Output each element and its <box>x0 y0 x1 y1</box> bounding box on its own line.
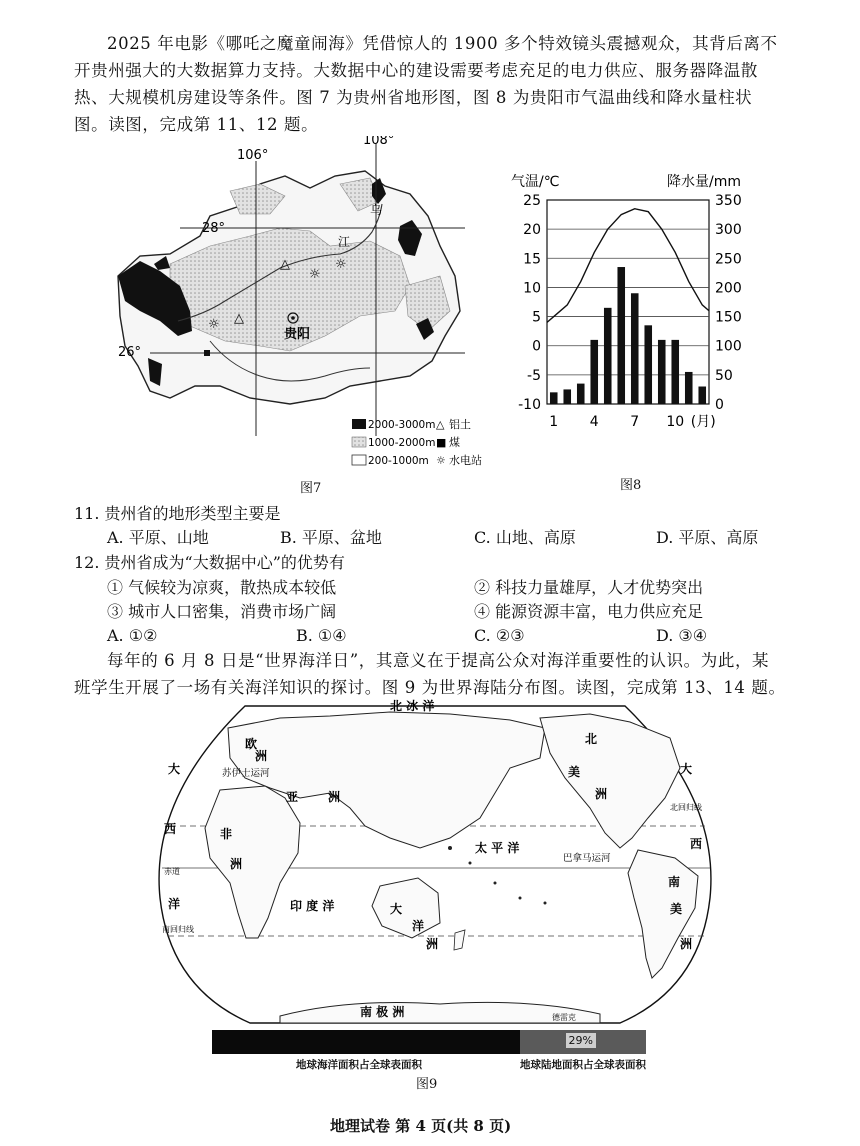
svg-text:水电站: 水电站 <box>449 454 482 467</box>
precip-tick-label: 200 <box>715 280 742 297</box>
q12-option-d: D. ③④ <box>656 626 708 645</box>
svg-text:洲: 洲 <box>680 937 693 951</box>
q11-option-b: B. 平原、盆地 <box>280 528 382 547</box>
svg-text:西: 西 <box>690 837 703 851</box>
precip-bar <box>617 267 625 404</box>
svg-text:大: 大 <box>680 762 693 776</box>
legend-low: 200-1000m <box>368 455 429 467</box>
precip-bar <box>671 340 679 404</box>
wujiang-label-1: 乌 <box>370 203 383 217</box>
precip-bar <box>658 340 666 404</box>
precip-bar <box>644 325 652 404</box>
precip-tick-label: 250 <box>715 251 742 268</box>
coal-symbol <box>204 350 210 356</box>
svg-text:洲: 洲 <box>595 787 608 801</box>
temp-tick-label: 10 <box>523 280 541 297</box>
q12-option-a: A. ①② <box>107 626 158 645</box>
temp-tick-label: 25 <box>523 193 541 209</box>
wujiang-label-2: 江 <box>338 235 351 249</box>
svg-text:大: 大 <box>390 902 403 916</box>
q11-stem: 11. 贵州省的地形类型主要是 <box>74 504 281 523</box>
page-footer: 地理试卷 第 4 页(共 8 页) <box>330 1117 512 1135</box>
tropic-cancer-label: 北回归线 <box>670 803 702 812</box>
precip-axis-title: 降水量/mm <box>667 174 741 190</box>
tropic-capricorn-label: 南回归线 <box>162 925 194 934</box>
panama-canal-label: 巴拿马运河 <box>563 853 611 864</box>
svg-text:北: 北 <box>585 732 598 746</box>
guiyang-label: 贵阳 <box>284 327 311 342</box>
lat-26-label: 26° <box>118 345 142 360</box>
q11-option-a: A. 平原、山地 <box>107 528 209 547</box>
precip-bar <box>698 387 706 404</box>
ocean-area-label: 地球海洋面积占全球表面积 <box>296 1059 422 1071</box>
precip-tick-label: 0 <box>715 397 724 413</box>
q12-item-3: ③ 城市人口密集，消费市场广阔 <box>107 602 337 621</box>
intro-paragraph-2: 每年的 6 月 8 日是“世界海洋日”，其意义在于提高公众对海洋重要性的认识。为此，某班学生开展了一场有关海洋知识的探讨。图 9 为世界海陆分布图。读图，完成第 13、14 题。 <box>74 651 786 697</box>
q12-item-4: ④ 能源资源丰富，电力供应充足 <box>474 602 704 621</box>
ocean-fill <box>212 1030 520 1054</box>
temp-tick-label: -10 <box>518 397 541 413</box>
precip-tick-label: 300 <box>715 222 742 239</box>
europe-label-2: 洲 <box>255 749 268 763</box>
precip-bar <box>563 389 571 404</box>
q12-stem: 12. 贵州省成为“大数据中心”的优势有 <box>74 553 345 572</box>
temp-tick-label: 0 <box>532 338 541 355</box>
figure-9-world-map <box>150 698 720 1028</box>
plot-frame <box>547 200 709 404</box>
hydro-station-symbol: ☼ <box>335 257 347 272</box>
hydro-station-symbol: ☼ <box>309 267 321 282</box>
svg-text:美: 美 <box>670 902 683 916</box>
antarctica-label: 南 极 洲 <box>360 1005 405 1019</box>
ocean-land-bar <box>212 1030 646 1054</box>
figure-7-terrain-map <box>110 136 510 476</box>
svg-text:洋: 洋 <box>168 897 181 911</box>
q11-option-d: D. 平原、高原 <box>656 528 759 547</box>
temperature-curve <box>547 209 709 323</box>
temp-tick-label: 5 <box>532 309 541 326</box>
equator-label: 赤道 <box>164 867 180 876</box>
bauxite-symbol: △ <box>234 311 244 326</box>
svg-text:南: 南 <box>668 875 681 889</box>
month-tick-label: 4 <box>589 414 599 430</box>
lon-108-label: 108° <box>363 136 395 148</box>
precip-bar <box>590 340 598 404</box>
hydro-station-symbol: ☼ <box>208 317 220 332</box>
svg-text:洲: 洲 <box>426 937 439 951</box>
precip-tick-label: 150 <box>715 309 742 326</box>
pacific-ocean-label: 太 平 洋 <box>475 841 520 855</box>
europe-label-1: 欧 <box>245 737 258 751</box>
lon-106-label: 106° <box>237 148 269 163</box>
svg-text:△: △ <box>436 418 445 431</box>
svg-text:西: 西 <box>164 822 177 836</box>
month-tick-label: 1 <box>549 414 559 430</box>
bauxite-symbol: △ <box>280 257 290 272</box>
figure-8-climate-chart <box>505 168 775 443</box>
legend-mid: 1000-2000m <box>368 437 436 449</box>
svg-text:美: 美 <box>568 765 581 779</box>
temp-tick-label: 15 <box>523 251 541 268</box>
figure-7-caption: 图7 <box>300 481 322 496</box>
precip-bar <box>631 293 639 404</box>
figure-9-caption: 图9 <box>416 1077 438 1092</box>
lat-28-label: 28° <box>202 221 226 236</box>
temperature-axis-title: 气温/℃ <box>511 174 560 190</box>
q12-option-b: B. ①④ <box>296 626 347 645</box>
arctic-ocean-label: 北 冰 洋 <box>390 699 435 713</box>
africa-label-1: 非 <box>220 827 233 841</box>
svg-text:煤: 煤 <box>449 436 460 449</box>
africa-label-2: 洲 <box>230 857 243 871</box>
month-tick-label: 10 <box>666 414 685 430</box>
land-area-label: 地球陆地面积占全球表面积 <box>520 1059 646 1071</box>
q11-option-c: C. 山地、高原 <box>474 528 576 547</box>
q12-item-2: ② 科技力量雄厚，人才优势突出 <box>474 578 704 597</box>
month-unit-label: (月) <box>690 414 716 430</box>
legend-high: 2000-3000m <box>368 419 436 431</box>
precip-bar <box>685 372 693 404</box>
intro-paragraph-1: 2025 年电影《哪吒之魔童闹海》凭借惊人的 1900 多个特效镜头震撼观众，其背后离不开贵州强大的大数据算力支持。大数据中心的建设需要考虑充足的电力供应、服务器降温散热、大规模机房建设等条件。图 7 为贵州省地形图，图 8 为贵阳市气温曲线和降水量柱状图。读图，完成第 11、12 题。 <box>74 34 778 134</box>
q12-option-c: C. ②③ <box>474 626 525 645</box>
indian-ocean-label: 印 度 洋 <box>290 899 335 913</box>
svg-text:大: 大 <box>168 762 181 776</box>
land-percent: 29% <box>566 1033 596 1048</box>
precip-bar <box>604 308 612 404</box>
temp-tick-label: -5 <box>527 367 541 384</box>
precip-bar <box>577 384 585 404</box>
precip-tick-label: 50 <box>715 367 733 384</box>
svg-text:☼: ☼ <box>436 454 446 467</box>
temp-tick-label: 20 <box>523 222 541 239</box>
svg-text:洋: 洋 <box>412 919 425 933</box>
figure-8-caption: 图8 <box>620 478 642 493</box>
asia-label-1: 亚 <box>286 790 299 804</box>
precip-bar <box>550 392 558 404</box>
month-tick-label: 7 <box>630 414 640 430</box>
suez-canal-label: 苏伊士运河 <box>222 768 270 779</box>
svg-text:铝土: 铝土 <box>449 418 471 431</box>
precip-tick-label: 100 <box>715 338 742 355</box>
svg-text:■: ■ <box>436 436 447 449</box>
drake-label: 德雷克 <box>552 1013 576 1022</box>
precip-tick-label: 350 <box>715 193 742 209</box>
asia-label-2: 洲 <box>328 790 341 804</box>
q12-item-1: ① 气候较为凉爽，散热成本较低 <box>107 578 337 597</box>
